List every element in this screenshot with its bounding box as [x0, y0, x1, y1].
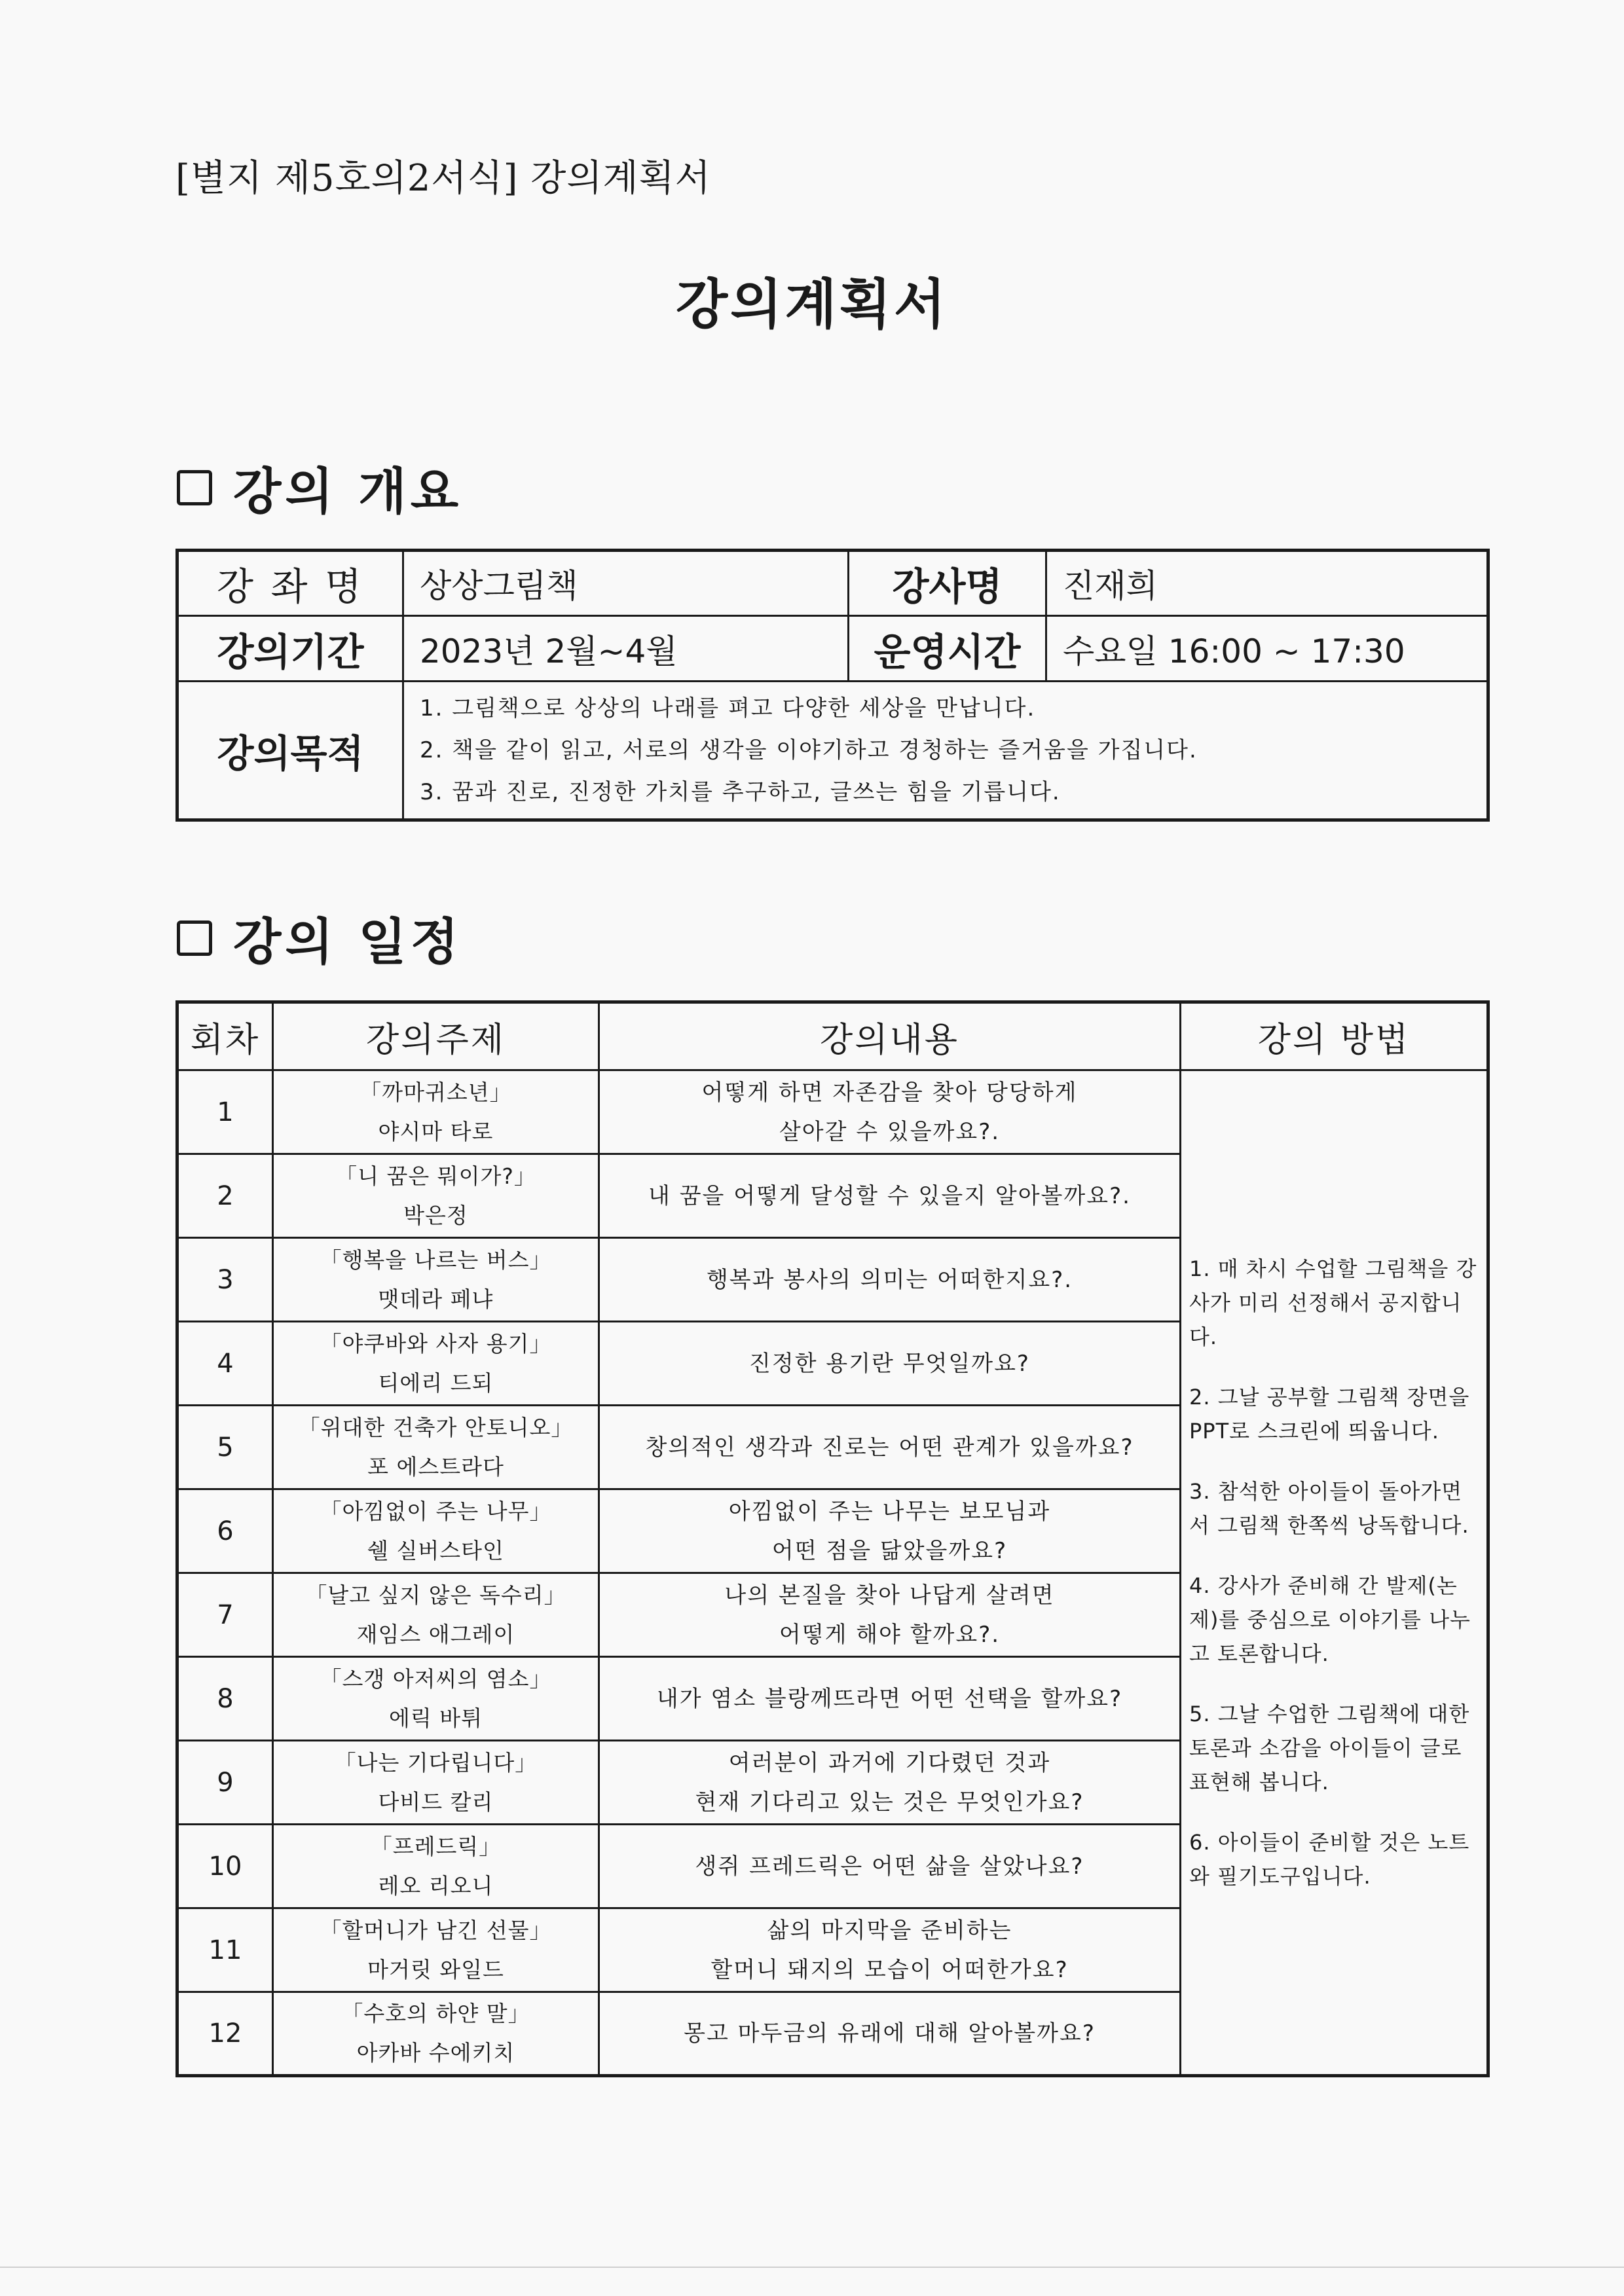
- session-number: 4: [177, 1322, 273, 1406]
- book-title: 「스갱 아저씨의 염소」: [320, 1666, 552, 1692]
- book-author: 쉘 실버스타인: [367, 1537, 504, 1563]
- book-author: 포 에스트라다: [367, 1453, 504, 1480]
- page-bottom-line: [0, 2267, 1624, 2268]
- session-topic: [273, 1992, 599, 2076]
- book-title: 「위대한 건축가 안토니오」: [298, 1414, 574, 1440]
- session-content: [599, 1741, 1181, 1825]
- book-author: 박은정: [403, 1202, 468, 1228]
- book-title: 「니 꿈은 뭐이가?」: [335, 1163, 536, 1189]
- content-line: 나의 본질을 찾아 나답게 살려면: [724, 1582, 1055, 1609]
- document-title: 강의계획서: [675, 274, 949, 336]
- session-number: 3: [177, 1238, 273, 1322]
- content-line: 몽고 마두금의 유래에 대해 알아볼까요?: [684, 2020, 1096, 2047]
- instructor-label: 강사명: [849, 551, 1046, 616]
- session-number: 1: [177, 1070, 273, 1154]
- book-title: 「아낌없이 주는 나무」: [320, 1498, 552, 1524]
- overview-table: [175, 549, 1490, 822]
- course-name-label: 강 좌 명: [177, 551, 403, 616]
- session-content: [599, 1322, 1181, 1406]
- section-overview-heading: [177, 452, 462, 523]
- book-title: 「나는 기다립니다」: [334, 1749, 538, 1776]
- session-topic: [273, 1657, 599, 1741]
- session-number: 2: [177, 1154, 273, 1238]
- session-content: [599, 1573, 1181, 1657]
- session-content: [599, 1154, 1181, 1238]
- section-overview-title: 강의 개요: [233, 462, 463, 520]
- method-item: 1. 매 차시 수업할 그림책을 강사가 미리 선정해서 공지합니다.: [1189, 1256, 1477, 1349]
- session-content: [599, 1908, 1181, 1992]
- period-value: 2023년 2월~4월: [403, 616, 849, 682]
- content-line: 어떤 점을 닮았을까요?: [771, 1537, 1008, 1564]
- header-method: 강의 방법: [1181, 1002, 1488, 1070]
- session-topic: [273, 1154, 599, 1238]
- purpose-item: 1. 그림책으로 상상의 나래를 펴고 다양한 세상을 만납니다.: [420, 695, 1036, 721]
- content-line: 아낌없이 주는 나무는 보모님과: [728, 1498, 1051, 1525]
- session-topic: [273, 1322, 599, 1406]
- session-number: 10: [177, 1825, 273, 1908]
- checkbox-square-icon: [177, 470, 212, 505]
- session-content: [599, 1406, 1181, 1489]
- session-content: [599, 1992, 1181, 2076]
- operation-time-label: 운영시간: [849, 616, 1046, 682]
- table-row: [177, 1070, 1488, 1154]
- method-item: 4. 강사가 준비해 간 발제(논제)를 중심으로 이야기를 나누고 토론합니다.: [1189, 1573, 1471, 1666]
- period-label: 강의기간: [177, 616, 403, 682]
- session-content: [599, 1070, 1181, 1154]
- session-number: 11: [177, 1908, 273, 1992]
- form-reference: [별지 제5호의2서식] 강의계획서: [175, 157, 711, 200]
- book-author: 야시마 타로: [378, 1118, 494, 1144]
- session-content: [599, 1489, 1181, 1573]
- book-author: 레오 리오니: [378, 1872, 494, 1899]
- book-title: 「야쿠바와 사자 용기」: [320, 1330, 552, 1357]
- book-author: 맷데라 페냐: [378, 1286, 494, 1312]
- session-content: [599, 1825, 1181, 1908]
- session-topic: [273, 1908, 599, 1992]
- purpose-list: [403, 682, 1488, 820]
- book-title: 「할머니가 남긴 선물」: [320, 1917, 552, 1943]
- session-number: 6: [177, 1489, 273, 1573]
- purpose-label: 강의목적: [177, 682, 403, 820]
- book-title: 「까마귀소년」: [360, 1079, 512, 1105]
- purpose-item: 2. 책을 같이 읽고, 서로의 생각을 이야기하고 경청하는 즐거움을 가집니다.: [420, 737, 1198, 763]
- content-line: 현재 기다리고 있는 것은 무엇인가요?: [695, 1789, 1084, 1815]
- method-item: 3. 참석한 아이들이 돌아가면서 그림책 한쪽씩 낭독합니다.: [1189, 1479, 1469, 1538]
- session-topic: [273, 1070, 599, 1154]
- method-item: 6. 아이들이 준비할 것은 노트와 필기도구입니다.: [1189, 1830, 1470, 1889]
- checkbox-square-icon: [177, 920, 212, 956]
- book-author: 마거릿 와일드: [367, 1956, 504, 1982]
- operation-time-value: 수요일 16:00 ~ 17:30: [1046, 616, 1488, 682]
- book-title: 「날고 싶지 않은 독수리」: [305, 1582, 566, 1608]
- content-line: 살아갈 수 있을까요?.: [779, 1118, 1001, 1145]
- purpose-item: 3. 꿈과 진로, 진정한 가치를 추구하고, 글쓰는 힘을 기릅니다.: [420, 779, 1061, 805]
- method-item: 2. 그날 공부할 그림책 장면을 PPT로 스크린에 띄웁니다.: [1189, 1385, 1470, 1444]
- session-topic: [273, 1825, 599, 1908]
- course-name-value: 상상그림책: [403, 551, 849, 616]
- book-author: 에릭 바튀: [388, 1705, 483, 1731]
- schedule-table: [175, 1000, 1490, 2077]
- session-number: 12: [177, 1992, 273, 2076]
- session-number: 5: [177, 1406, 273, 1489]
- content-line: 창의적인 생각과 진로는 어떤 관계가 있을까요?: [645, 1434, 1134, 1461]
- session-content: [599, 1657, 1181, 1741]
- book-author: 다비드 칼리: [378, 1789, 494, 1815]
- header-session: 회차: [177, 1002, 273, 1070]
- book-title: 「수호의 하얀 말」: [341, 2001, 530, 2026]
- section-schedule-title: 강의 일정: [233, 913, 463, 971]
- book-author: 재임스 애그레이: [356, 1621, 515, 1647]
- session-number: 7: [177, 1573, 273, 1657]
- content-line: 행복과 봉사의 의미는 어떠한지요?.: [706, 1266, 1073, 1293]
- book-author: 티에리 드되: [378, 1370, 494, 1396]
- content-line: 삶의 마지막을 준비하는: [767, 1917, 1012, 1944]
- method-item: 5. 그날 수업한 그림책에 대한 토론과 소감을 아이들이 글로 표현해 봅니다.: [1189, 1702, 1470, 1795]
- content-line: 여러분이 과거에 기다렸던 것과: [728, 1749, 1051, 1776]
- header-topic: 강의주제: [273, 1002, 599, 1070]
- content-line: 할머니 돼지의 모습이 어떠한가요?: [710, 1956, 1069, 1983]
- section-schedule-heading: [177, 902, 462, 974]
- session-topic: [273, 1573, 599, 1657]
- content-line: 어떻게 해야 할까요?.: [779, 1621, 1001, 1648]
- session-number: 8: [177, 1657, 273, 1741]
- session-content: [599, 1238, 1181, 1322]
- book-title: 「프레드릭」: [370, 1833, 502, 1859]
- content-line: 진정한 용기란 무엇일까요?: [749, 1350, 1030, 1377]
- session-topic: [273, 1238, 599, 1322]
- instructor-value: 진재희: [1046, 551, 1488, 616]
- content-line: 내가 염소 블랑께뜨라면 어떤 선택을 할까요?: [656, 1685, 1123, 1712]
- session-topic: [273, 1406, 599, 1489]
- header-content: 강의내용: [599, 1002, 1181, 1070]
- session-topic: [273, 1741, 599, 1825]
- session-number: 9: [177, 1741, 273, 1825]
- book-title: 「행복을 나르는 버스」: [320, 1247, 552, 1273]
- content-line: 내 꿈을 어떻게 달성할 수 있을지 알아볼까요?.: [648, 1182, 1131, 1209]
- session-topic: [273, 1489, 599, 1573]
- book-author: 아카바 수에키치: [356, 2040, 515, 2066]
- content-line: 어떻게 하면 자존감을 찾아 당당하게: [701, 1079, 1078, 1106]
- teaching-methods: [1181, 1070, 1488, 2076]
- content-line: 생쥐 프레드릭은 어떤 삶을 살았나요?: [695, 1853, 1084, 1880]
